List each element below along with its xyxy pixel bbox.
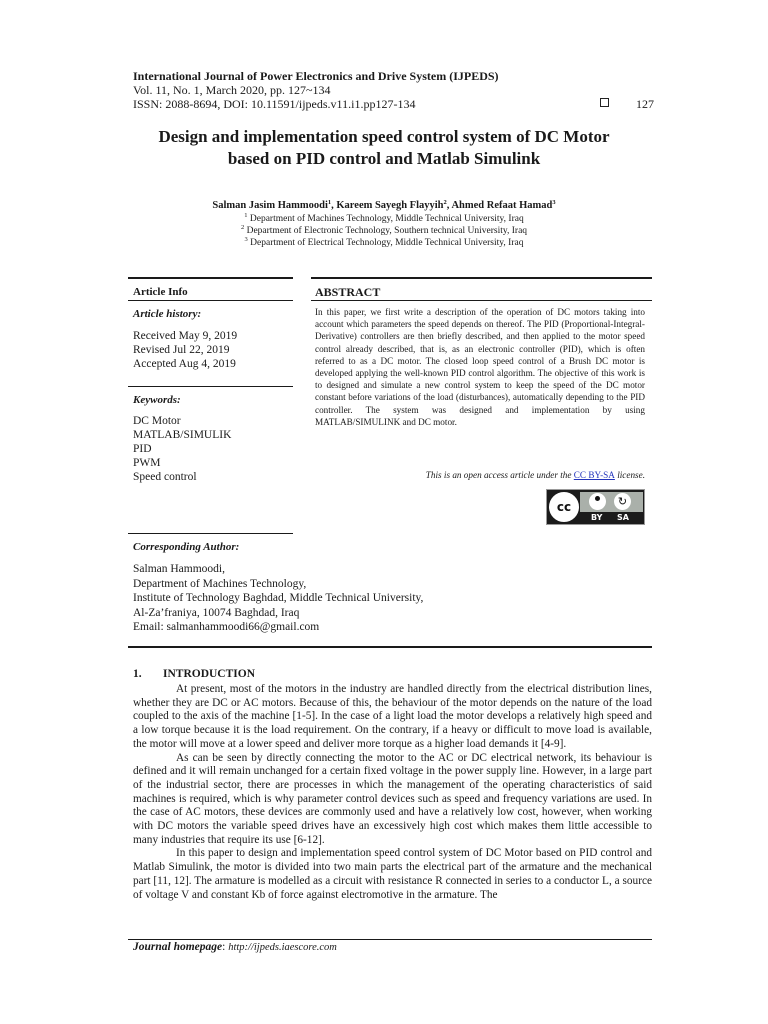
keyword-item: PID (133, 443, 152, 455)
rule-bottom (128, 646, 652, 648)
introduction-heading (133, 668, 255, 680)
affiliation-text: Department of Electrical Technology, Middle Technical University, Iraq (247, 238, 524, 248)
abstract-heading: ABSTRACT (315, 285, 381, 299)
open-access-note (315, 470, 645, 480)
body-paragraph: As can be seen by directly connecting the motor to the AC or DC electrical network, its behaviour is defined and it will remain unchanged for a certain fixed voltage in the power supply line. However, in a large part of the industrial sector, there are processes in which the management of the operating characteristics of said machines is required, which is why parameter control devices such as speed and frequency variations are used. In the case of AC motors, these devices are commonly used and have a relatively low cost, however, when working with DC motors the variable speed drives have an excessively high cost which makes them little accessible to many industries that require its use [6-12]. (133, 751, 652, 846)
author-3-sup: 3 (552, 199, 556, 206)
affiliation-sup: 3 (244, 236, 248, 243)
homepage-label: Journal homepage (133, 941, 223, 953)
corresponding-author-heading: Corresponding Author: (133, 541, 240, 553)
rule-separator (128, 533, 293, 534)
affiliation-sup: 1 (244, 212, 248, 219)
section-title: INTRODUCTION (163, 668, 256, 680)
affiliation-text: Department of Electronic Technology, Southern technical University, Iraq (244, 226, 528, 236)
body-paragraph: At present, most of the motors in the industry are handled directly from the electrical distribution lines, whether they are DC or AC motors. Because of this, the behaviour of the motor depends on the nature of the load coupled to the axis of the machine [1-5]. In the case of a light load the motor develops a relatively high speed and a low torque because it is the load requirement. On the contrary, if a heavy or difficult to move load is available, the motor will move at a lower speed and deliver more torque as a higher load demands it [4-9]. (133, 683, 652, 750)
affiliation-text: Department of Machines Technology, Middle Technical University, Iraq (247, 214, 524, 224)
rule-footer (128, 939, 652, 940)
author-name: Salman Hammoodi, (133, 563, 225, 575)
cc-icon: cc (549, 492, 579, 522)
author-2: Kareem Sayegh Flayyih (336, 200, 444, 211)
rule-top-right (311, 277, 652, 279)
section-number: 1. (133, 668, 142, 680)
affiliation-sup: 2 (240, 224, 245, 231)
history-item: Received May 9, 2019 (133, 330, 238, 342)
keyword-item: PWM (133, 457, 161, 469)
author-list (120, 199, 648, 211)
author-sep: , (446, 200, 452, 211)
paper-title (120, 126, 648, 170)
history-heading: Article history: (133, 308, 202, 320)
oa-suffix: license. (614, 470, 645, 480)
introduction-body (133, 683, 652, 902)
rule-sub-left (128, 300, 293, 301)
homepage-colon: : (222, 941, 229, 953)
title-line-1: Design and implementation speed control system of DC Motor (158, 127, 610, 146)
author-department: Department of Machines Technology, (133, 577, 307, 590)
issn-doi: ISSN: 2088-8694, DOI: 10.11591/ijpeds.v11.i1.pp127-134 (133, 97, 416, 111)
keywords-list (133, 414, 231, 484)
volume-info: Vol. 11, No. 1, March 2020, pp. 127~134 (133, 83, 331, 97)
journal-homepage (133, 941, 337, 953)
journal-name: International Journal of Power Electronics and Drive System (IJPEDS) (133, 69, 499, 83)
badge-by-label: BY (591, 513, 603, 522)
badge-sa-label: SA (617, 513, 629, 522)
article-info-heading: Article Info (133, 286, 188, 298)
affiliation-3 (120, 236, 648, 248)
cc-by-sa-link[interactable]: CC BY-SA (573, 470, 615, 480)
keywords-heading: Keywords: (133, 394, 181, 406)
affiliation-2 (120, 224, 648, 236)
affiliation-1 (120, 212, 648, 224)
author-1-sup: 1 (327, 199, 332, 206)
attribution-person-icon (589, 493, 606, 510)
keyword-item: MATLAB/SIMULIK (133, 429, 232, 441)
cc-by-sa-badge[interactable] (546, 489, 645, 525)
square-icon (600, 98, 609, 107)
corresponding-author-details (133, 562, 423, 635)
history-item: Accepted Aug 4, 2019 (133, 358, 236, 370)
abstract-text: In this paper, we first write a description of the operation of DC motors taking into account which parameters the speed depends on thereof. The PID (Proportional-Integral-Derivative) controllers are then briefly described, and then applied to the motor speed control already described, that is, as an electronic controller (PID), which is often referred to as a DC motor. The closed loop speed control of a Brush DC motor is developed applying the well-known PID control algorithm. The objective of this work is to designed and simulate a new control system to keep the speed of the DC motor constant before variations of the load (disturbances), automatically depending to the PID controller. The system was designed and implementation by using MATLAB/SIMULINK and DC motor. (315, 307, 645, 427)
rule-separator (128, 386, 293, 387)
rule-top-left (128, 277, 293, 279)
homepage-url[interactable]: http://ijpeds.iaescore.com (228, 942, 337, 953)
share-alike-icon: ↻ (614, 493, 631, 510)
keyword-item: Speed control (133, 471, 197, 483)
author-sep: , (331, 200, 337, 211)
author-2-sup: 2 (443, 199, 447, 206)
keyword-item: DC Motor (133, 415, 181, 427)
author-3: Ahmed Refaat Hamad (451, 200, 553, 211)
body-paragraph: In this paper to design and implementation speed control system of DC Motor based on PID control and Matlab Simulink, the motor is divided into two main parts the electrical part of the armature and the mechanical part [11, 12]. The armature is modelled as a circuit with resistance R connected in series to a conductor L, a source of voltage V and constant Kb of force against electromotive in the armature. The (133, 847, 652, 901)
page-number: 127 (636, 97, 654, 111)
title-line-2: based on PID control and Matlab Simulink (227, 149, 541, 168)
author-address: Al-Za’franiya, 10074 Baghdad, Iraq (133, 606, 300, 619)
author-institute: Institute of Technology Baghdad, Middle Technical University, (133, 592, 424, 605)
rule-sub-right (311, 300, 652, 301)
oa-prefix: This is an open access article under the (425, 470, 574, 480)
history-item: Revised Jul 22, 2019 (133, 344, 230, 356)
author-email[interactable]: Email: salmanhammoodi66@gmail.com (133, 621, 320, 634)
author-1: Salman Jasim Hammoodi (212, 200, 328, 211)
history-list (133, 329, 237, 371)
